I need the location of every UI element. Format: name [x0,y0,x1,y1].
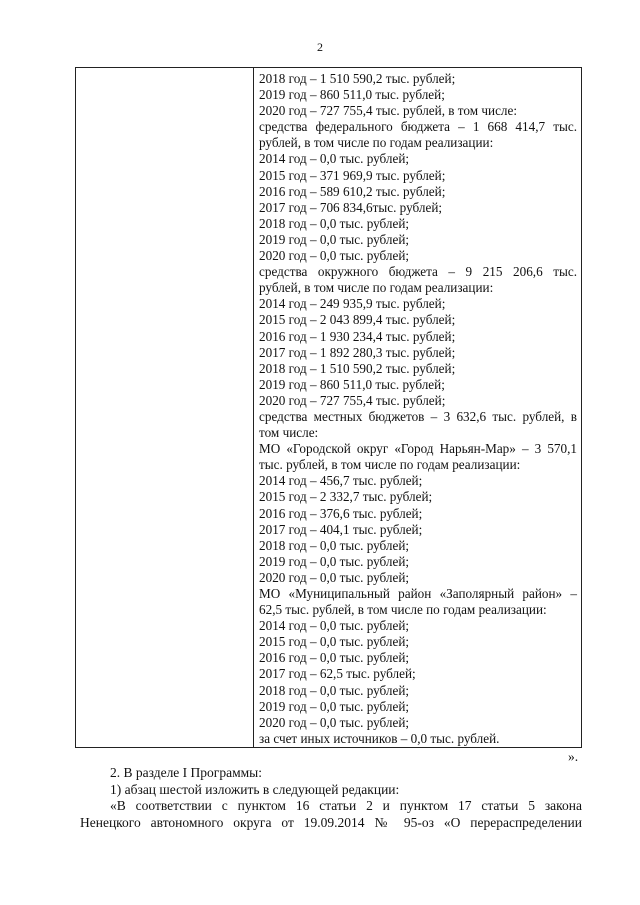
table-line: 2015 год – 2 043 899,4 тыс. рублей; [259,312,456,328]
table-line: 2016 год – 589 610,2 тыс. рублей; [259,183,446,199]
table-line: средства федерального бюджета – 1 668 414,7 тыс. [259,119,577,135]
table-line: 2019 год – 0,0 тыс. рублей; [259,231,410,247]
table-line: 2015 год – 0,0 тыс. рублей; [259,634,410,650]
table-line: 2014 год – 249 935,9 тыс. рублей; [259,296,446,312]
table-line: МО «Городской округ «Город Нарьян-Мар» – 3 570,1 [259,441,577,457]
table-left-column [76,68,254,747]
quote-line: «В соответствии с пунктом 16 статьи 2 и пунктом 17 статьи 5 закона [110,798,582,814]
table-line: 2019 год – 860 511,0 тыс. рублей; [259,87,445,103]
table-line: 2015 год – 2 332,7 тыс. рублей; [259,489,433,505]
budget-table [75,67,582,748]
page-number: 2 [317,40,323,54]
section-heading: 2. В разделе I Программы: [110,765,262,780]
table-line: 2017 год – 1 892 280,3 тыс. рублей; [259,344,456,360]
table-line: 2018 год – 0,0 тыс. рублей; [259,682,410,698]
table-line: 2018 год – 0,0 тыс. рублей; [259,537,410,553]
table-line: 2014 год – 0,0 тыс. рублей; [259,151,410,167]
table-line: 2020 год – 0,0 тыс. рублей; [259,248,410,264]
table-line: 2018 год – 0,0 тыс. рублей; [259,215,410,231]
table-line: 2014 год – 456,7 тыс. рублей; [259,473,423,489]
table-line: МО «Муниципальный район «Заполярный район» – [259,586,577,601]
table-line: 2020 год – 0,0 тыс. рублей; [259,714,410,730]
table-line: 2019 год – 0,0 тыс. рублей; [259,698,410,714]
table-line: средства местных бюджетов – 3 632,6 тыс. рублей, в [259,408,577,424]
quote-line: Ненецкого автономного округа от 19.09.2014 № 95-оз «О перераспределении [80,814,582,830]
table-line: 2018 год – 1 510 590,2 тыс. рублей; [259,360,456,376]
table-line: 2018 год – 1 510 590,2 тыс. рублей; [259,71,456,86]
document-body [80,765,582,831]
table-line: 2014 год – 0,0 тыс. рублей; [259,618,410,634]
table-line: 2017 год – 706 834,6тыс. рублей; [259,199,443,215]
table-line: рублей, в том числе по годам реализации: [259,135,494,151]
table-line: 2016 год – 376,6 тыс. рублей; [259,505,423,521]
table-line: 2016 год – 1 930 234,4 тыс. рублей; [259,328,456,344]
table-line: 2020 год – 727 755,4 тыс. рублей; [259,392,446,408]
table-line: 2016 год – 0,0 тыс. рублей; [259,650,410,666]
closing-quote: ». [568,749,579,764]
table-line: 2019 год – 0,0 тыс. рублей; [259,553,410,569]
table-line: 2015 год – 371 969,9 тыс. рублей; [259,167,446,183]
table-line: средства окружного бюджета – 9 215 206,6 тыс. [259,264,577,280]
table-line: рублей, в том числе по годам реализации: [259,280,494,296]
table-line: тыс. рублей, в том числе по годам реализации: [259,457,521,473]
table-line: 2017 год – 404,1 тыс. рублей; [259,521,423,537]
table-line: 2020 год – 0,0 тыс. рублей; [259,569,410,585]
table-line: за счет иных источников – 0,0 тыс. рублей. [259,730,500,746]
table-right-column [254,68,581,747]
table-line: 2020 год – 727 755,4 тыс. рублей, в том числе: [259,103,518,119]
table-line: 2019 год – 860 511,0 тыс. рублей; [259,376,445,392]
table-line: том числе: [259,425,319,441]
instruction-line: 1) абзац шестой изложить в следующей редакции: [110,781,400,797]
table-line: 62,5 тыс. рублей, в том числе по годам реализации: [259,602,547,618]
table-line: 2017 год – 62,5 тыс. рублей; [259,666,416,682]
